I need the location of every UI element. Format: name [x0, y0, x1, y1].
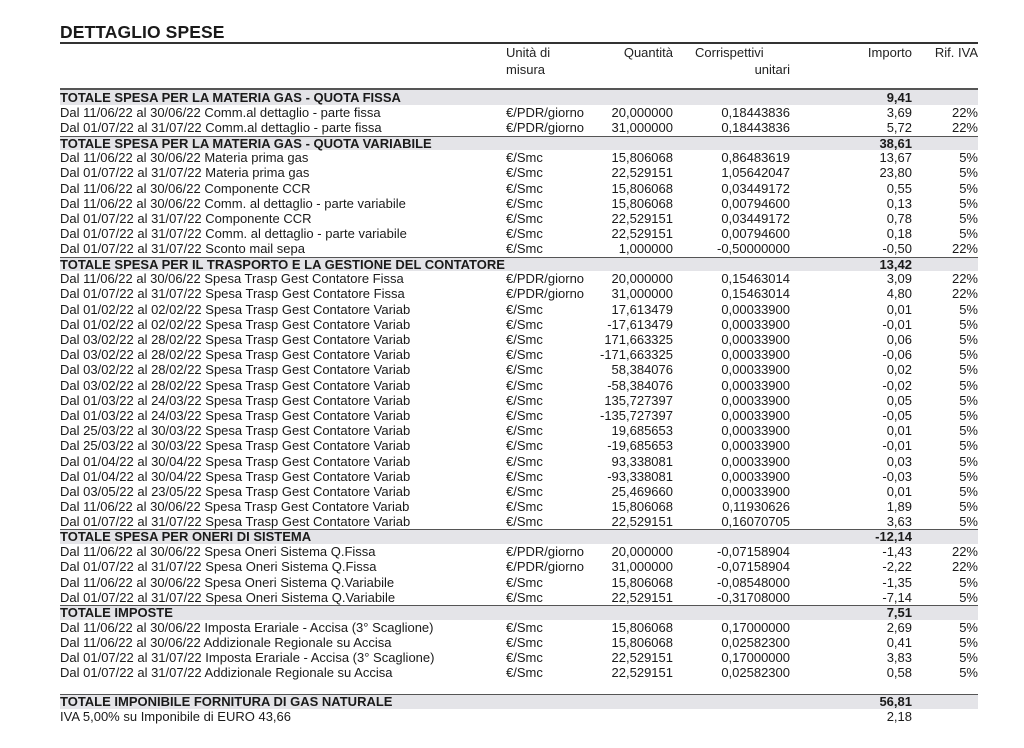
table-row: [60, 559, 978, 574]
column-header-vat: Rif. IVA: [934, 45, 978, 60]
row-description: Dal 01/07/22 al 31/07/22 Spesa Trasp Gest Contatore Variab: [60, 514, 411, 530]
row-unit-price: 0,17000000: [721, 649, 790, 665]
section-title: TOTALE SPESA PER LA MATERIA GAS - QUOTA FISSA: [60, 90, 401, 105]
row-quantity: 22,529151: [611, 649, 673, 665]
table-row: [60, 378, 978, 393]
row-vat-rate: 5%: [959, 634, 978, 650]
vat-label: IVA 5,00% su Imponibile di EURO 43,66: [60, 709, 291, 724]
row-unit-price: 0,86483619: [721, 150, 790, 166]
row-unit: €/Smc: [506, 407, 543, 423]
section-total: 38,61: [879, 135, 912, 151]
row-quantity: 15,806068: [611, 574, 673, 590]
row-unit: €/Smc: [506, 211, 543, 226]
row-vat-rate: 5%: [959, 589, 978, 605]
row-description: Dal 01/07/22 al 31/07/22 Imposta Erariale - Accisa (3° Scaglione): [60, 649, 435, 665]
row-unit-price: -0,07158904: [716, 559, 790, 575]
row-unit: €/Smc: [506, 574, 543, 590]
table-row: [60, 271, 978, 286]
row-vat-rate: 22%: [951, 544, 978, 560]
row-amount: 3,09: [886, 271, 912, 287]
row-amount: 0,58: [886, 665, 912, 681]
row-unit-price: 0,00033900: [721, 438, 790, 454]
row-quantity: 25,469660: [611, 483, 673, 499]
row-unit-price: 0,11930626: [722, 499, 790, 515]
row-amount: 0,55: [886, 180, 912, 196]
row-unit: €/Smc: [506, 226, 543, 242]
row-vat-rate: 5%: [959, 423, 978, 439]
row-description: Dal 01/02/22 al 02/02/22 Spesa Trasp Gest Contatore Variab: [60, 316, 411, 332]
row-amount: 13,67: [879, 150, 912, 166]
row-unit: €/Smc: [506, 665, 543, 681]
column-header-unit-price-line1: Corrispettivi: [695, 45, 764, 60]
row-amount: 5,72: [886, 120, 912, 136]
row-description: Dal 01/07/22 al 31/07/22 Comm. al dettaglio - parte variabile: [60, 226, 407, 242]
row-quantity: -58,384076: [607, 377, 673, 393]
table-row: [60, 332, 978, 347]
row-description: Dal 01/07/22 al 31/07/22 Addizionale Regionale su Accisa: [60, 665, 393, 681]
row-unit-price: 0,00033900: [721, 468, 790, 484]
row-unit: €/Smc: [506, 499, 543, 515]
row-amount: 0,01: [886, 301, 912, 317]
row-amount: -0,03: [882, 468, 912, 484]
table-row: [60, 635, 978, 650]
row-amount: 0,05: [886, 392, 912, 408]
row-amount: 0,78: [886, 211, 912, 226]
section-total: -12,14: [875, 529, 912, 545]
row-description: Dal 01/04/22 al 30/04/22 Spesa Trasp Gest Contatore Variab: [60, 453, 411, 469]
row-unit: €/Smc: [506, 468, 543, 484]
table-row: [60, 438, 978, 453]
grand-total-label: TOTALE IMPONIBILE FORNITURA DI GAS NATURALE: [60, 694, 393, 710]
row-description: Dal 01/04/22 al 30/04/22 Spesa Trasp Gest Contatore Variab: [60, 468, 411, 484]
row-vat-rate: 5%: [959, 195, 978, 211]
row-unit: €/PDR/giorno: [506, 271, 585, 287]
row-vat-rate: 22%: [951, 120, 978, 136]
row-unit: €/Smc: [506, 377, 543, 393]
row-vat-rate: 5%: [959, 332, 978, 347]
table-row: [60, 302, 978, 317]
row-amount: 0,03: [886, 453, 912, 469]
row-unit: €/Smc: [506, 634, 543, 650]
row-vat-rate: 5%: [959, 150, 978, 166]
row-unit-price: -0,08548000: [716, 574, 790, 590]
column-header-unit-price: [680, 44, 790, 78]
row-vat-rate: 5%: [959, 362, 978, 378]
row-quantity: 171,663325: [604, 332, 673, 347]
row-unit-price: 1,05642047: [721, 165, 790, 181]
row-unit-price: 0,00033900: [721, 347, 790, 363]
row-unit-price: -0,31708000: [716, 589, 790, 605]
row-unit-price: 0,00794600: [721, 226, 790, 242]
table-row: [60, 408, 978, 423]
row-quantity: 22,529151: [611, 665, 673, 681]
row-description: Dal 01/07/22 al 31/07/22 Spesa Trasp Gest Contatore Fissa: [60, 286, 405, 302]
section-header-row: [60, 257, 978, 272]
row-unit: €/Smc: [506, 514, 543, 530]
table-row: [60, 665, 978, 680]
section-title: TOTALE SPESA PER IL TRASPORTO E LA GESTIONE DEL CONTATORE: [60, 256, 505, 272]
row-description: Dal 11/06/22 al 30/06/22 Componente CCR: [60, 180, 311, 196]
row-quantity: 31,000000: [611, 120, 673, 136]
row-vat-rate: 22%: [951, 271, 978, 287]
row-description: Dal 03/02/22 al 28/02/22 Spesa Trasp Gest Contatore Variab: [60, 362, 411, 378]
row-vat-rate: 5%: [959, 165, 978, 181]
row-unit: €/Smc: [506, 362, 543, 378]
row-vat-rate: 5%: [959, 180, 978, 196]
row-description: Dal 25/03/22 al 30/03/22 Spesa Trasp Gest Contatore Variab: [60, 423, 411, 439]
row-quantity: 93,338081: [611, 453, 673, 469]
row-description: Dal 11/06/22 al 30/06/22 Spesa Trasp Gest Contatore Variab: [60, 499, 410, 515]
row-vat-rate: 5%: [959, 483, 978, 499]
table-row: [60, 226, 978, 241]
section-header-row: [60, 605, 978, 620]
table-row: [60, 347, 978, 362]
row-unit-price: 0,00033900: [721, 362, 790, 378]
row-description: Dal 01/07/22 al 31/07/22 Componente CCR: [60, 211, 312, 226]
row-amount: 0,41: [886, 634, 912, 650]
row-quantity: 31,000000: [611, 286, 673, 302]
row-description: Dal 03/02/22 al 28/02/22 Spesa Trasp Gest Contatore Variab: [60, 377, 411, 393]
row-quantity: 20,000000: [611, 271, 673, 287]
row-unit-price: 0,00033900: [721, 392, 790, 408]
table-row: [60, 362, 978, 377]
row-unit-price: -0,07158904: [716, 544, 790, 560]
row-quantity: 15,806068: [611, 619, 673, 635]
row-unit: €/Smc: [506, 392, 543, 408]
table-row: [60, 590, 978, 605]
row-vat-rate: 22%: [951, 105, 978, 121]
row-quantity: 22,529151: [611, 226, 673, 242]
row-vat-rate: 22%: [951, 559, 978, 575]
row-vat-rate: 5%: [959, 453, 978, 469]
table-row: [60, 165, 978, 180]
row-description: Dal 11/06/22 al 30/06/22 Spesa Trasp Gest Contatore Fissa: [60, 271, 404, 287]
row-quantity: 20,000000: [611, 105, 673, 121]
row-description: Dal 01/02/22 al 02/02/22 Spesa Trasp Gest Contatore Variab: [60, 301, 411, 317]
row-description: Dal 11/06/22 al 30/06/22 Imposta Erariale - Accisa (3° Scaglione): [60, 619, 434, 635]
row-unit: €/Smc: [506, 316, 543, 332]
row-unit: €/Smc: [506, 332, 543, 347]
row-quantity: 1,000000: [618, 241, 673, 257]
table-row: [60, 241, 978, 256]
table-row: [60, 499, 978, 514]
table-row: [60, 150, 978, 165]
row-vat-rate: 5%: [959, 211, 978, 226]
table-row: [60, 620, 978, 635]
row-unit: €/Smc: [506, 589, 543, 605]
table-row: [60, 423, 978, 438]
grand-total-row: [60, 694, 978, 709]
row-quantity: 31,000000: [611, 559, 673, 575]
table-row: [60, 650, 978, 665]
row-description: Dal 01/07/22 al 31/07/22 Comm.al dettaglio - parte fissa: [60, 120, 382, 136]
section-header-row: [60, 90, 978, 105]
row-description: Dal 01/07/22 al 31/07/22 Spesa Oneri Sistema Q.Variabile: [60, 589, 396, 605]
section-title: TOTALE SPESA PER ONERI DI SISTEMA: [60, 529, 312, 545]
row-vat-rate: 5%: [959, 301, 978, 317]
row-quantity: -93,338081: [607, 468, 673, 484]
row-description: Dal 11/06/22 al 30/06/22 Comm. al dettaglio - parte variabile: [60, 195, 406, 211]
row-amount: -2,22: [882, 559, 912, 575]
row-vat-rate: 5%: [959, 316, 978, 332]
row-unit: €/PDR/giorno: [506, 105, 585, 121]
section-total: 9,41: [886, 90, 912, 105]
row-amount: -0,06: [882, 347, 912, 363]
row-amount: -1,35: [882, 574, 912, 590]
column-header-unit-price-line2: unitari: [754, 62, 790, 77]
section-header-row: [60, 529, 978, 544]
row-unit-price: 0,00033900: [721, 301, 790, 317]
row-amount: -1,43: [882, 544, 912, 560]
row-unit: €/Smc: [506, 649, 543, 665]
row-quantity: 58,384076: [611, 362, 673, 378]
row-amount: -0,05: [882, 407, 912, 423]
row-quantity: 15,806068: [611, 180, 673, 196]
row-description: Dal 25/03/22 al 30/03/22 Spesa Trasp Gest Contatore Variab: [60, 438, 411, 454]
row-vat-rate: 5%: [959, 649, 978, 665]
row-description: Dal 11/06/22 al 30/06/22 Spesa Oneri Sistema Q.Variabile: [60, 574, 395, 590]
row-unit-price: 0,03449172: [721, 180, 790, 196]
row-quantity: 17,613479: [611, 301, 673, 317]
row-description: Dal 03/02/22 al 28/02/22 Spesa Trasp Gest Contatore Variab: [60, 347, 411, 363]
row-vat-rate: 5%: [959, 438, 978, 454]
row-quantity: 19,685653: [611, 423, 673, 439]
row-unit: €/Smc: [506, 438, 543, 454]
row-unit: €/PDR/giorno: [506, 559, 585, 575]
row-quantity: -171,663325: [599, 347, 673, 363]
row-unit-price: 0,02582300: [721, 665, 790, 681]
table-row: [60, 120, 978, 135]
row-vat-rate: 5%: [959, 347, 978, 363]
vat-row: [60, 709, 978, 724]
row-description: Dal 03/05/22 al 23/05/22 Spesa Trasp Gest Contatore Variab: [60, 483, 411, 499]
column-header-unit-line2: misura: [506, 62, 546, 77]
table-row: [60, 544, 978, 559]
row-quantity: 135,727397: [604, 392, 673, 408]
table-row: [60, 286, 978, 301]
row-amount: 0,01: [886, 423, 912, 439]
row-unit-price: 0,00033900: [721, 407, 790, 423]
row-vat-rate: 5%: [959, 665, 978, 681]
row-quantity: 15,806068: [611, 634, 673, 650]
row-unit-price: 0,15463014: [721, 286, 790, 302]
row-vat-rate: 22%: [951, 286, 978, 302]
row-amount: 0,18: [886, 226, 912, 242]
table-row: [60, 454, 978, 469]
row-unit-price: 0,00794600: [721, 195, 790, 211]
row-description: Dal 03/02/22 al 28/02/22 Spesa Trasp Gest Contatore Variab: [60, 332, 411, 347]
row-description: Dal 01/07/22 al 31/07/22 Materia prima gas: [60, 165, 310, 181]
row-amount: 1,89: [886, 499, 912, 515]
row-quantity: 15,806068: [611, 499, 673, 515]
expense-table: [60, 90, 978, 724]
row-amount: 3,83: [886, 649, 912, 665]
section-title: TOTALE SPESA PER LA MATERIA GAS - QUOTA VARIABILE: [60, 135, 432, 151]
row-unit-price: 0,03449172: [721, 211, 790, 226]
table-row: [60, 181, 978, 196]
column-header-quantity: Quantità: [623, 45, 673, 60]
row-amount: 0,13: [886, 195, 912, 211]
table-row: [60, 393, 978, 408]
row-unit-price: 0,00033900: [721, 453, 790, 469]
spacer: [60, 680, 978, 694]
row-amount: 3,63: [886, 514, 912, 530]
row-amount: 0,02: [886, 362, 912, 378]
table-row: [60, 469, 978, 484]
row-unit: €/PDR/giorno: [506, 120, 585, 136]
row-description: Dal 11/06/22 al 30/06/22 Spesa Oneri Sistema Q.Fissa: [60, 544, 376, 560]
column-header-amount: Importo: [867, 45, 912, 60]
row-quantity: 20,000000: [611, 544, 673, 560]
row-unit: €/Smc: [506, 165, 543, 181]
table-row: [60, 575, 978, 590]
row-quantity: -135,727397: [599, 407, 673, 423]
page-title: DETTAGLIO SPESE: [60, 22, 225, 42]
row-unit-price: 0,00033900: [721, 483, 790, 499]
row-description: Dal 11/06/22 al 30/06/22 Addizionale Regionale su Accisa: [60, 634, 392, 650]
section-header-row: [60, 136, 978, 151]
row-unit: €/Smc: [506, 241, 543, 257]
row-unit: €/Smc: [506, 301, 543, 317]
row-quantity: 15,806068: [611, 195, 673, 211]
row-vat-rate: 5%: [959, 574, 978, 590]
row-unit: €/Smc: [506, 453, 543, 469]
row-amount: -0,01: [882, 316, 912, 332]
row-unit-price: 0,00033900: [721, 316, 790, 332]
table-row: [60, 196, 978, 211]
row-description: Dal 11/06/22 al 30/06/22 Materia prima gas: [60, 150, 309, 166]
section-title: TOTALE IMPOSTE: [60, 604, 173, 620]
row-quantity: -17,613479: [607, 316, 673, 332]
row-unit-price: 0,00033900: [721, 377, 790, 393]
row-unit-price: 0,18443836: [721, 120, 790, 136]
table-row: [60, 514, 978, 529]
row-unit: €/Smc: [506, 180, 543, 196]
row-amount: 3,69: [886, 105, 912, 121]
row-vat-rate: 5%: [959, 619, 978, 635]
vat-value: 2,18: [886, 709, 912, 724]
row-amount: 23,80: [879, 165, 912, 181]
section-total: 13,42: [879, 256, 912, 272]
row-amount: -0,50: [882, 241, 912, 257]
row-unit: €/Smc: [506, 150, 543, 166]
section-total: 7,51: [886, 604, 912, 620]
row-amount: 0,06: [886, 332, 912, 347]
row-unit: €/Smc: [506, 347, 543, 363]
row-description: Dal 01/03/22 al 24/03/22 Spesa Trasp Gest Contatore Variab: [60, 392, 411, 408]
row-quantity: -19,685653: [607, 438, 673, 454]
row-amount: -0,02: [882, 377, 912, 393]
row-description: Dal 01/07/22 al 31/07/22 Spesa Oneri Sistema Q.Fissa: [60, 559, 377, 575]
row-vat-rate: 5%: [959, 377, 978, 393]
row-vat-rate: 5%: [959, 226, 978, 242]
row-quantity: 22,529151: [611, 211, 673, 226]
row-unit: €/Smc: [506, 619, 543, 635]
row-amount: 0,01: [886, 483, 912, 499]
table-row: [60, 317, 978, 332]
table-row: [60, 105, 978, 120]
row-vat-rate: 22%: [951, 241, 978, 257]
grand-total-value: 56,81: [879, 694, 912, 710]
row-quantity: 22,529151: [611, 514, 673, 530]
column-header-unit-line1: Unità di: [506, 45, 551, 60]
row-vat-rate: 5%: [959, 407, 978, 423]
row-amount: -7,14: [882, 589, 912, 605]
row-quantity: 15,806068: [611, 150, 673, 166]
table-row: [60, 211, 978, 226]
row-quantity: 22,529151: [611, 165, 673, 181]
row-unit-price: 0,16070705: [721, 514, 790, 530]
row-quantity: 22,529151: [611, 589, 673, 605]
row-unit-price: 0,00033900: [721, 332, 790, 347]
table-row: [60, 484, 978, 499]
row-unit-price: -0,50000000: [716, 241, 790, 257]
row-amount: 2,69: [886, 619, 912, 635]
row-amount: -0,01: [882, 438, 912, 454]
row-unit-price: 0,15463014: [721, 271, 790, 287]
row-unit: €/PDR/giorno: [506, 544, 585, 560]
row-unit-price: 0,18443836: [721, 105, 790, 121]
row-unit: €/Smc: [506, 423, 543, 439]
row-vat-rate: 5%: [959, 514, 978, 530]
row-vat-rate: 5%: [959, 392, 978, 408]
row-unit-price: 0,00033900: [721, 423, 790, 439]
row-vat-rate: 5%: [959, 499, 978, 515]
row-description: Dal 01/07/22 al 31/07/22 Sconto mail sepa: [60, 241, 306, 257]
row-unit-price: 0,02582300: [721, 634, 790, 650]
row-description: Dal 11/06/22 al 30/06/22 Comm.al dettaglio - parte fissa: [60, 105, 381, 121]
row-unit-price: 0,17000000: [721, 619, 790, 635]
row-unit: €/Smc: [506, 195, 543, 211]
row-amount: 4,80: [886, 286, 912, 302]
row-vat-rate: 5%: [959, 468, 978, 484]
row-unit: €/Smc: [506, 483, 543, 499]
row-description: Dal 01/03/22 al 24/03/22 Spesa Trasp Gest Contatore Variab: [60, 407, 411, 423]
row-unit: €/PDR/giorno: [506, 286, 585, 302]
